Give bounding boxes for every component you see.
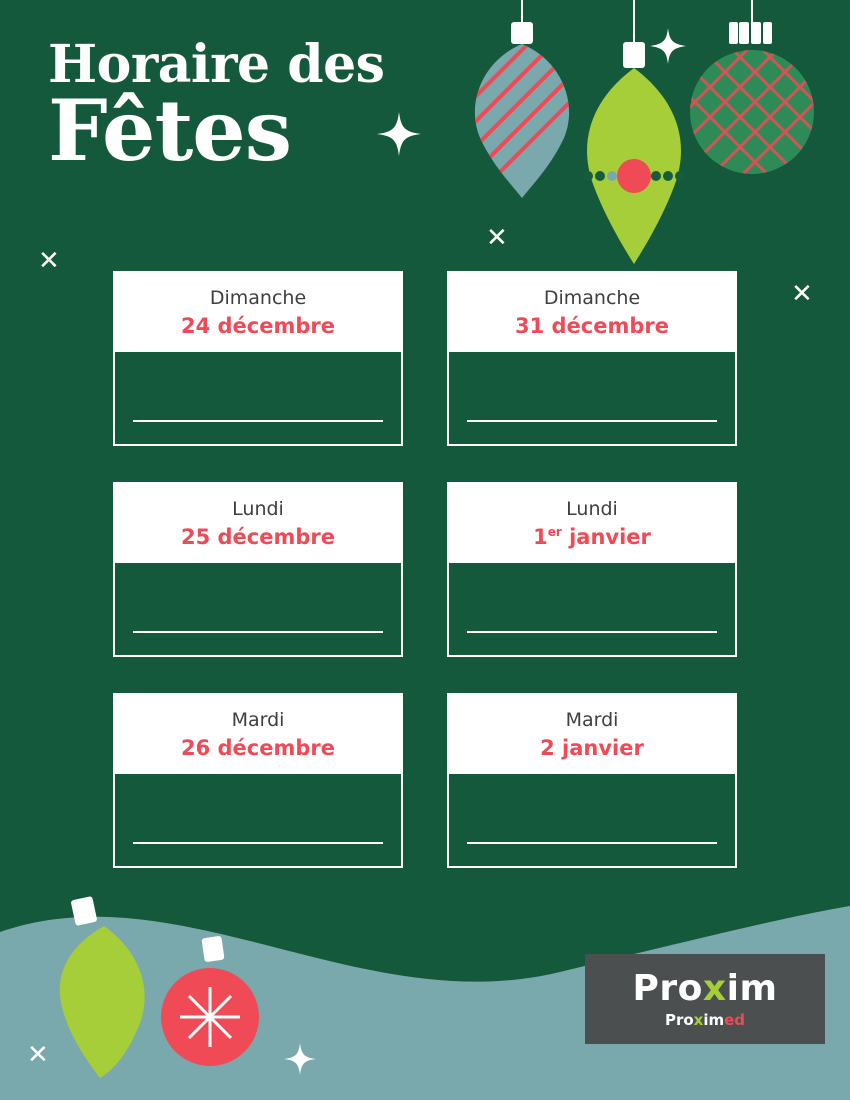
card-writing-line bbox=[133, 631, 383, 633]
x-mark-center: ✕ bbox=[486, 223, 508, 253]
logo-wordmark bbox=[632, 967, 778, 1009]
green-diamond-ornament-bottom bbox=[48, 890, 163, 1080]
card-header bbox=[449, 695, 735, 774]
red-round-ornament bbox=[160, 935, 265, 1070]
title-line-1: Horaire des bbox=[48, 34, 385, 95]
schedule-card-2-janvier bbox=[447, 693, 737, 868]
card-header bbox=[115, 484, 401, 563]
card-hours-area bbox=[115, 352, 401, 444]
card-date-label bbox=[459, 524, 725, 551]
card-row-1 bbox=[113, 271, 738, 446]
title-line-2: Fêtes bbox=[48, 80, 292, 180]
card-day-label: Mardi bbox=[565, 709, 619, 732]
page-title bbox=[48, 34, 385, 180]
logo-sub-pro: Pro bbox=[664, 1010, 694, 1029]
logo-sub-im: im bbox=[703, 1010, 725, 1029]
x-mark-right: ✕ bbox=[791, 279, 813, 309]
card-day-label: Dimanche bbox=[209, 287, 307, 309]
card-day-label: Lundi bbox=[566, 498, 618, 521]
brand-logo bbox=[585, 954, 825, 1044]
logo-im: im bbox=[726, 967, 778, 1009]
card-date-label: 25 décembre bbox=[180, 524, 335, 549]
card-row-3 bbox=[113, 693, 738, 868]
card-day-label: Dimanche bbox=[543, 287, 641, 309]
card-date-label: 2 janvier bbox=[540, 735, 644, 760]
card-date-number: 1 bbox=[533, 524, 548, 549]
logo-pro: Pro bbox=[632, 967, 703, 1009]
schedule-card-31-decembre bbox=[447, 271, 737, 446]
card-writing-line bbox=[133, 842, 383, 844]
card-writing-line bbox=[467, 420, 717, 422]
logo-sub-x-icon: x bbox=[693, 1010, 704, 1029]
logo-subwordmark bbox=[664, 1010, 746, 1029]
schedule-card-24-decembre bbox=[113, 271, 403, 446]
card-hours-area bbox=[449, 352, 735, 444]
sparkle-small-top bbox=[650, 28, 686, 64]
x-mark-left: ✕ bbox=[38, 246, 60, 276]
card-day-label: Mardi bbox=[231, 709, 285, 732]
card-date-month: janvier bbox=[561, 524, 651, 549]
card-writing-line bbox=[467, 631, 717, 633]
card-hours-area bbox=[115, 563, 401, 655]
card-header bbox=[449, 273, 735, 352]
card-writing-line bbox=[133, 420, 383, 422]
card-row-2 bbox=[113, 482, 738, 657]
card-day-label: Lundi bbox=[232, 498, 284, 521]
striped-teal-ornament bbox=[455, 0, 590, 217]
schedule-card-1er-janvier bbox=[447, 482, 737, 657]
x-mark-bottom-left: ✕ bbox=[27, 1040, 49, 1070]
schedule-card-26-decembre bbox=[113, 693, 403, 868]
card-date-ordinal: er bbox=[547, 524, 562, 539]
card-writing-line bbox=[467, 842, 717, 844]
card-date-label: 31 décembre bbox=[514, 313, 669, 338]
card-hours-area bbox=[115, 774, 401, 866]
card-header bbox=[449, 484, 735, 563]
card-date-label: 24 décembre bbox=[180, 313, 335, 338]
logo-x-icon: x bbox=[702, 967, 727, 1009]
card-hours-area bbox=[449, 563, 735, 655]
lattice-green-ornament bbox=[685, 0, 820, 187]
schedule-card-25-decembre bbox=[113, 482, 403, 657]
logo-sub-ed: ed bbox=[724, 1010, 746, 1029]
card-header bbox=[115, 273, 401, 352]
card-date-label: 26 décembre bbox=[180, 735, 335, 760]
card-hours-area bbox=[449, 774, 735, 866]
card-header bbox=[115, 695, 401, 774]
schedule-cards bbox=[113, 271, 738, 904]
sparkle-bottom bbox=[284, 1043, 316, 1075]
